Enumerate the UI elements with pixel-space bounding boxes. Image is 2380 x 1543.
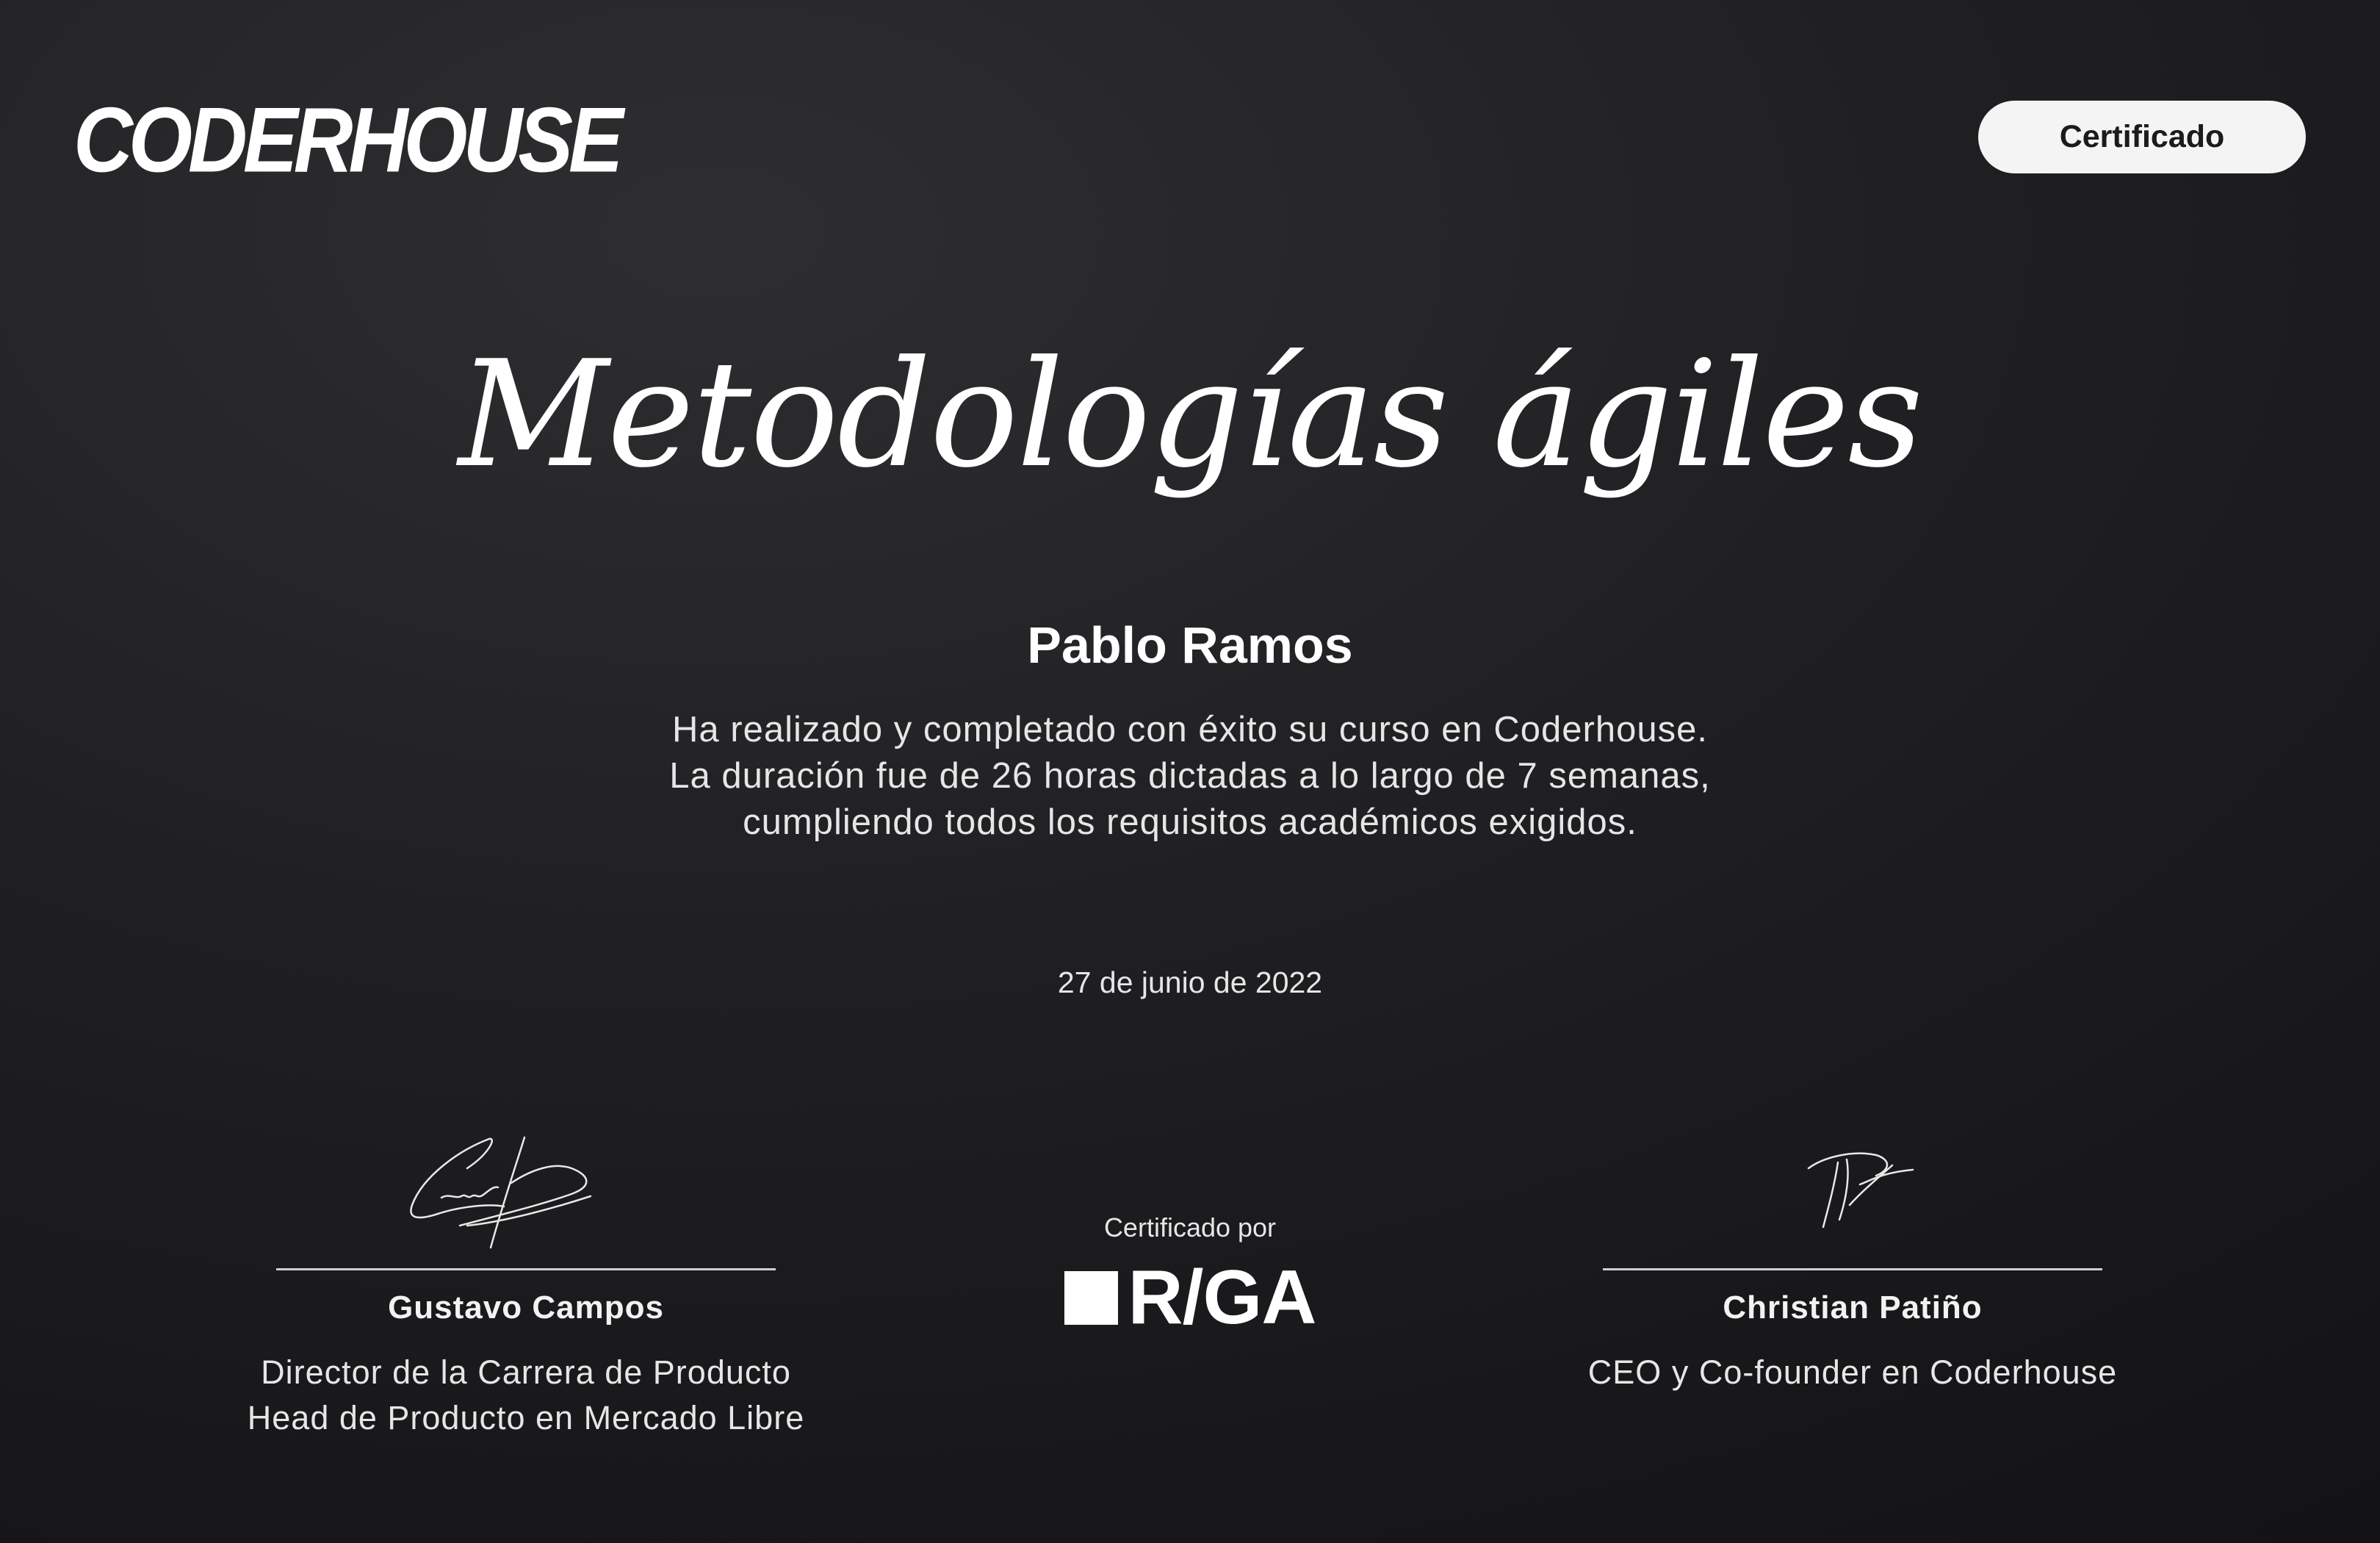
coderhouse-logo: CODERHOUSE (73, 88, 619, 192)
signer-role-line: Head de Producto en Mercado Libre (247, 1399, 805, 1436)
course-title: Metodologías ágiles (458, 329, 1922, 500)
signer-roles (232, 1350, 820, 1441)
signature-image (379, 1117, 673, 1264)
rga-logo (1006, 1255, 1374, 1340)
student-name: Pablo Ramos (1027, 616, 1353, 674)
rga-square-icon (1064, 1271, 1118, 1325)
signer-name: Christian Patiño (1723, 1290, 1983, 1326)
signature-image (1706, 1117, 1999, 1264)
signer-block-left (232, 1117, 820, 1441)
description-line: Ha realizado y completado con éxito su curso en Coderhouse. (672, 710, 1708, 749)
signer-block-right (1559, 1117, 2146, 1395)
signature-line (1603, 1268, 2102, 1270)
issue-date: 27 de junio de 2022 (1057, 965, 1323, 999)
rga-logo-text: R/GA (1128, 1255, 1316, 1340)
signer-role-line: CEO y Co-founder en Coderhouse (1587, 1353, 2118, 1391)
signer-name: Gustavo Campos (388, 1290, 664, 1326)
description-line: La duración fue de 26 horas dictadas a lo largo de 7 semanas, (669, 756, 1711, 796)
certificate-badge: Certificado (1978, 101, 2306, 173)
certified-by-block (1006, 1212, 1374, 1340)
signer-role-line: Director de la Carrera de Producto (261, 1353, 791, 1391)
signature-line (276, 1268, 776, 1270)
certified-by-label: Certificado por (1103, 1212, 1277, 1242)
completion-description (0, 707, 2380, 846)
description-line: cumpliendo todos los requisitos académicos exigidos. (743, 802, 1637, 842)
signer-roles (1559, 1350, 2146, 1395)
